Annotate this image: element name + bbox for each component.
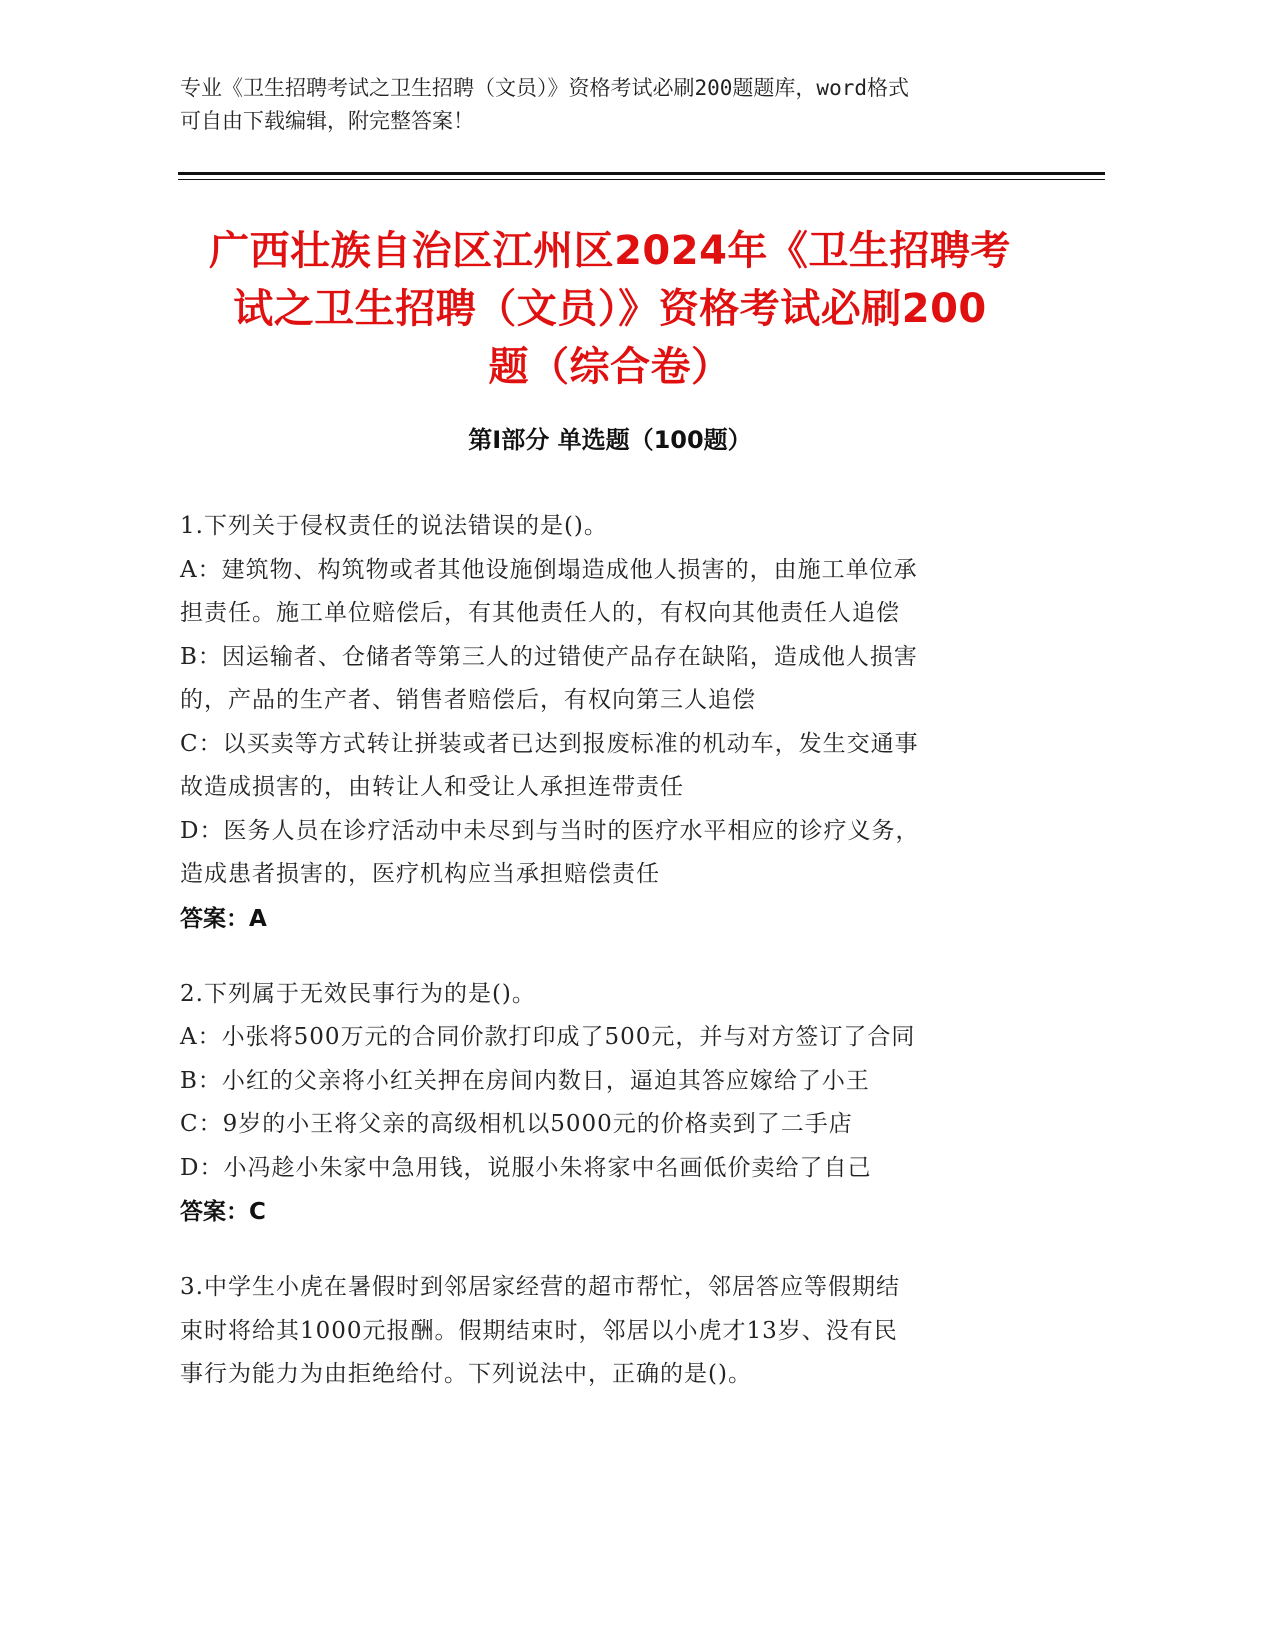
section-title: 第Ⅰ部分 单选题（100题） (468, 426, 752, 454)
question-3-stem-line-2: 束时将给其1000元报酬。假期结束时，邻居以小虎才13岁、没有民 (180, 1317, 898, 1344)
question-1-option-d-cont: 造成患者损害的，医疗机构应当承担赔偿责任 (180, 861, 660, 887)
question-3-stem-line-3: 事行为能力为由拒绝给付。下列说法中，正确的是()。 (180, 1361, 752, 1387)
document-title-line-2: 试之卫生招聘（文员）》资格考试必刷200 (233, 286, 987, 332)
question-1 (180, 505, 1040, 941)
question-list (180, 505, 1040, 1429)
question-1-option-c: C：以买卖等方式转让拼装或者已达到报废标准的机动车，发生交通事 (180, 730, 919, 757)
header-divider-thin (178, 179, 1105, 180)
header-note-line-1: 专业《卫生招聘考试之卫生招聘（文员）》资格考试必刷200题题库，word格式 (180, 76, 909, 100)
question-2-answer: 答案：C (180, 1199, 266, 1225)
header-note-line-2: 可自由下载编辑，附完整答案！ (180, 109, 474, 133)
document-title-line-1: 广西壮族自治区江州区2024年《卫生招聘考 (209, 228, 1011, 274)
question-1-answer: 答案：A (180, 905, 267, 932)
question-2-stem: 2.下列属于无效民事行为的是()。 (180, 980, 536, 1007)
question-1-option-a-cont: 担责任。施工单位赔偿后，有其他责任人的，有权向其他责任人追偿 (180, 600, 900, 626)
header-divider-thick (178, 172, 1105, 175)
question-1-option-b: B：因运输者、仓储者等第三人的过错使产品存在缺陷，造成他人损害 (180, 643, 918, 670)
question-2-option-a: A：小张将500万元的合同价款打印成了500元，并与对方签订了合同 (180, 1024, 916, 1050)
question-3-stem-line-1: 3.中学生小虎在暑假时到邻居家经营的超市帮忙，邻居答应等假期结 (180, 1274, 900, 1300)
document-title-line-3: 题（综合卷） (488, 344, 732, 390)
question-2-option-d: D：小冯趁小朱家中急用钱，说服小朱将家中名画低价卖给了自己 (180, 1154, 872, 1181)
question-1-option-d: D：医务人员在诊疗活动中未尽到与当时的医疗水平相应的诊疗义务， (180, 817, 920, 844)
question-2 (180, 973, 1040, 1235)
question-1-option-b-cont: 的，产品的生产者、销售者赔偿后，有权向第三人追偿 (180, 687, 756, 713)
header-note (180, 72, 1040, 138)
question-2-option-b: B：小红的父亲将小红关押在房间内数日，逼迫其答应嫁给了小王 (180, 1067, 870, 1094)
document-title (180, 222, 1040, 396)
question-1-option-a: A：建筑物、构筑物或者其他设施倒塌造成他人损害的，由施工单位承 (180, 556, 918, 583)
question-2-option-c: C：9岁的小王将父亲的高级相机以5000元的价格卖到了二手店 (180, 1111, 853, 1137)
question-3 (180, 1266, 1040, 1397)
question-1-stem: 1.下列关于侵权责任的说法错误的是()。 (180, 513, 608, 539)
question-1-option-c-cont: 故造成损害的，由转让人和受让人承担连带责任 (180, 774, 684, 800)
